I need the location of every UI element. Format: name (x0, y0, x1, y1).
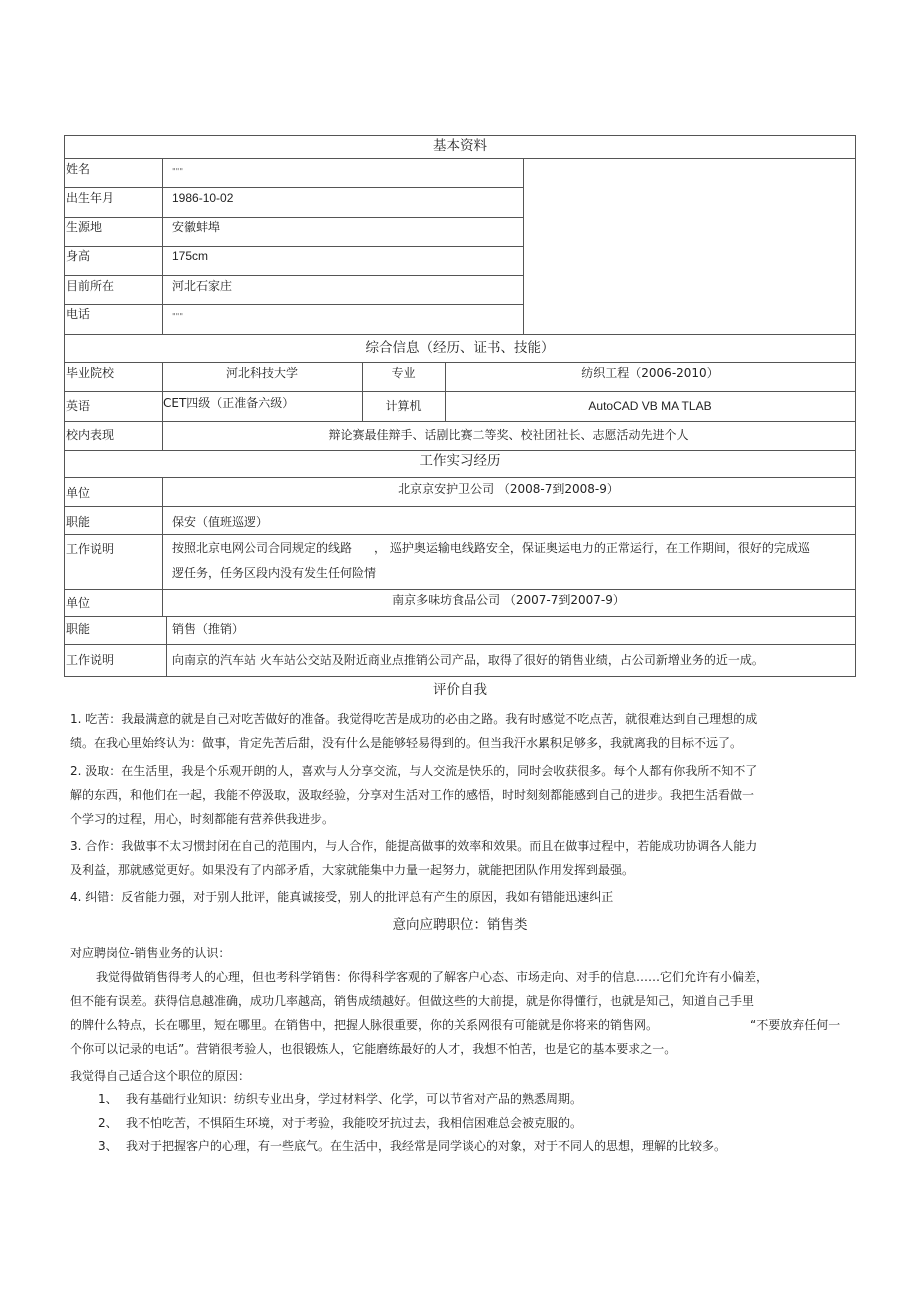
job1-role-value: 保安（值班巡逻） (172, 515, 269, 529)
location-label: 目前所在 (66, 279, 115, 293)
recognition-line-2: 但不能有误差。获得信息越准确，成功几率越高，销售成绩越好。但做这些的大前提，就是你得懂行，也就是知己，知道自己手里 (70, 994, 755, 1008)
origin-value: 安徽蚌埠 (172, 220, 221, 234)
job1-desc-line1-b: ， 巡护奥运输电线路安全，保证奥运电力的正常运行，在工作期间，很好的完成巡 (374, 541, 810, 555)
self-eval-line: 3. 合作：我做事不太习惯封闭在自己的范围内，与人合作，能提高做事的效率和效果。而且在做事过程中，若能成功协调各人能力 (70, 839, 758, 853)
self-eval-line: 解的东西，和他们在一起，我能不停汲取，汲取经验，分享对生活对工作的感悟，时时刻刻都能感到自己的进步。我把生活看做一 (70, 788, 755, 802)
self-eval-line: 4. 纠错：反省能力强，对于别人批评，能真诚接受，别人的批评总有产生的原因，我如有错能迅速纠正 (70, 890, 614, 904)
origin-label: 生源地 (66, 220, 103, 234)
birth-value: 1986-10-02 (172, 191, 234, 205)
job2-role-label: 职能 (66, 622, 91, 636)
english-label: 英语 (66, 399, 91, 413)
self-eval-item-2 (70, 759, 782, 831)
intent-title: 意向应聘职位：销售类 (392, 917, 528, 933)
job2-role-value: 销售（推销） (172, 622, 245, 636)
self-eval-line: 个学习的过程，用心，时刻都能有营养供我进步。 (70, 812, 335, 826)
computer-label: 计算机 (385, 399, 422, 413)
job1-desc-line1-a: 按照北京电网公司合同规定的线路 (172, 541, 353, 555)
reasons-title: 我觉得自己适合这个职位的原因： (70, 1069, 251, 1083)
self-eval-title: 评价自我 (433, 682, 487, 698)
general-info-title: 综合信息（经历、证书、技能） (365, 340, 555, 356)
reason-3-text: 我对于把握客户的心理，有一些底气。在生活中，我经常是同学谈心的对象，对于不同人的思想，理解的比较多。 (126, 1139, 727, 1153)
job2-desc-label: 工作说明 (66, 653, 115, 667)
english-value: CET四级（正准备六级） (163, 396, 295, 410)
job2-unit-value: 南京多味坊食品公司 （2007-7到2007-9） (392, 593, 625, 607)
height-value: 175cm (172, 249, 209, 263)
name-value: """ (172, 167, 184, 176)
school-value: 河北科技大学 (225, 366, 298, 380)
self-eval-line: 1. 吃苦：我最满意的就是自己对吃苦做好的准备。我觉得吃苦是成功的必由之路。我有时感觉不吃点苦，就很难达到自己理想的成 (70, 712, 758, 726)
computer-value: AutoCAD VB MA TLAB (588, 399, 712, 413)
job2-unit-label: 单位 (66, 596, 91, 610)
reason-1-text: 我有基础行业知识：纺织专业出身，学过材料学、化学，可以节省对产品的熟悉周期。 (126, 1092, 583, 1106)
birth-label: 出生年月 (66, 191, 115, 205)
campus-value: 辩论赛最佳辩手、话剧比赛二等奖、校社团社长、志愿活动先进个人 (328, 428, 689, 442)
quote-start: “不要放弃任何一 (750, 1018, 841, 1032)
self-eval-line: 绩。在我心里始终认为：做事，肯定先苦后甜，没有什么是能够轻易得到的。但当我汗水累积足够多，我就离我的目标不远了。 (70, 736, 743, 750)
recognition-line-1: 我觉得做销售得考人的心理，但也考科学销售：你得科学客观的了解客户心态、市场走向、对手的信息……它们允许有小偏差， (96, 970, 769, 984)
name-label: 姓名 (66, 162, 91, 176)
recognition-paragraph (70, 965, 850, 1061)
job1-unit-label: 单位 (66, 486, 91, 500)
reason-3-number: 3、 (98, 1139, 118, 1153)
job1-role-label: 职能 (66, 515, 91, 529)
location-value: 河北石家庄 (172, 279, 233, 293)
campus-label: 校内表现 (66, 428, 115, 442)
recognition-line-3: 的牌什么特点，长在哪里，短在哪里。在销售中，把握人脉很重要，你的关系网很有可能就是你将来的销售网。 (70, 1018, 659, 1032)
job1-desc-label: 工作说明 (66, 542, 115, 556)
reason-1-number: 1、 (98, 1092, 118, 1106)
self-eval-item-3 (70, 834, 782, 882)
self-eval-item-1 (70, 707, 782, 755)
recognition-line-4: 个你可以记录的电话”。营销很考验人，也很锻炼人，它能磨练最好的人才，我想不怕苦，也是它的基本要求之一。 (70, 1042, 677, 1056)
phone-label: 电话 (66, 307, 91, 321)
job1-desc-line2: 逻任务，任务区段内没有发生任何险情 (172, 566, 377, 580)
major-value: 纺织工程（2006-2010） (581, 366, 719, 380)
work-title: 工作实习经历 (419, 453, 501, 469)
self-eval-line: 2. 汲取：在生活里，我是个乐观开朗的人，喜欢与人分享交流，与人交流是快乐的，同时会收获很多。每个人都有你我所不知不了 (70, 764, 758, 778)
self-eval-line: 及利益，那就感觉更好。如果没有了内部矛盾，大家就能集中力量一起努力，就能把团队作用发挥到最强。 (70, 863, 635, 877)
school-label: 毕业院校 (66, 366, 115, 380)
reason-2-number: 2、 (98, 1116, 118, 1130)
basic-info-title: 基本资料 (433, 138, 487, 154)
height-label: 身高 (66, 249, 91, 263)
phone-value: """ (172, 312, 184, 321)
recognition-title: 对应聘岗位-销售业务的认识： (70, 946, 231, 960)
major-label: 专业 (391, 366, 416, 380)
job1-unit-value: 北京京安护卫公司 （2008-7到2008-9） (398, 482, 619, 496)
photo-area (524, 159, 855, 334)
job2-desc-line1: 向南京的汽车站 火车站公交站及附近商业点推销公司产品，取得了很好的销售业绩，占公司新增业务的近一成。 (172, 653, 764, 667)
self-eval-item-4 (70, 885, 782, 909)
reason-2-text: 我不怕吃苦，不惧陌生环境，对于考验，我能咬牙抗过去，我相信困难总会被克服的。 (126, 1116, 583, 1130)
